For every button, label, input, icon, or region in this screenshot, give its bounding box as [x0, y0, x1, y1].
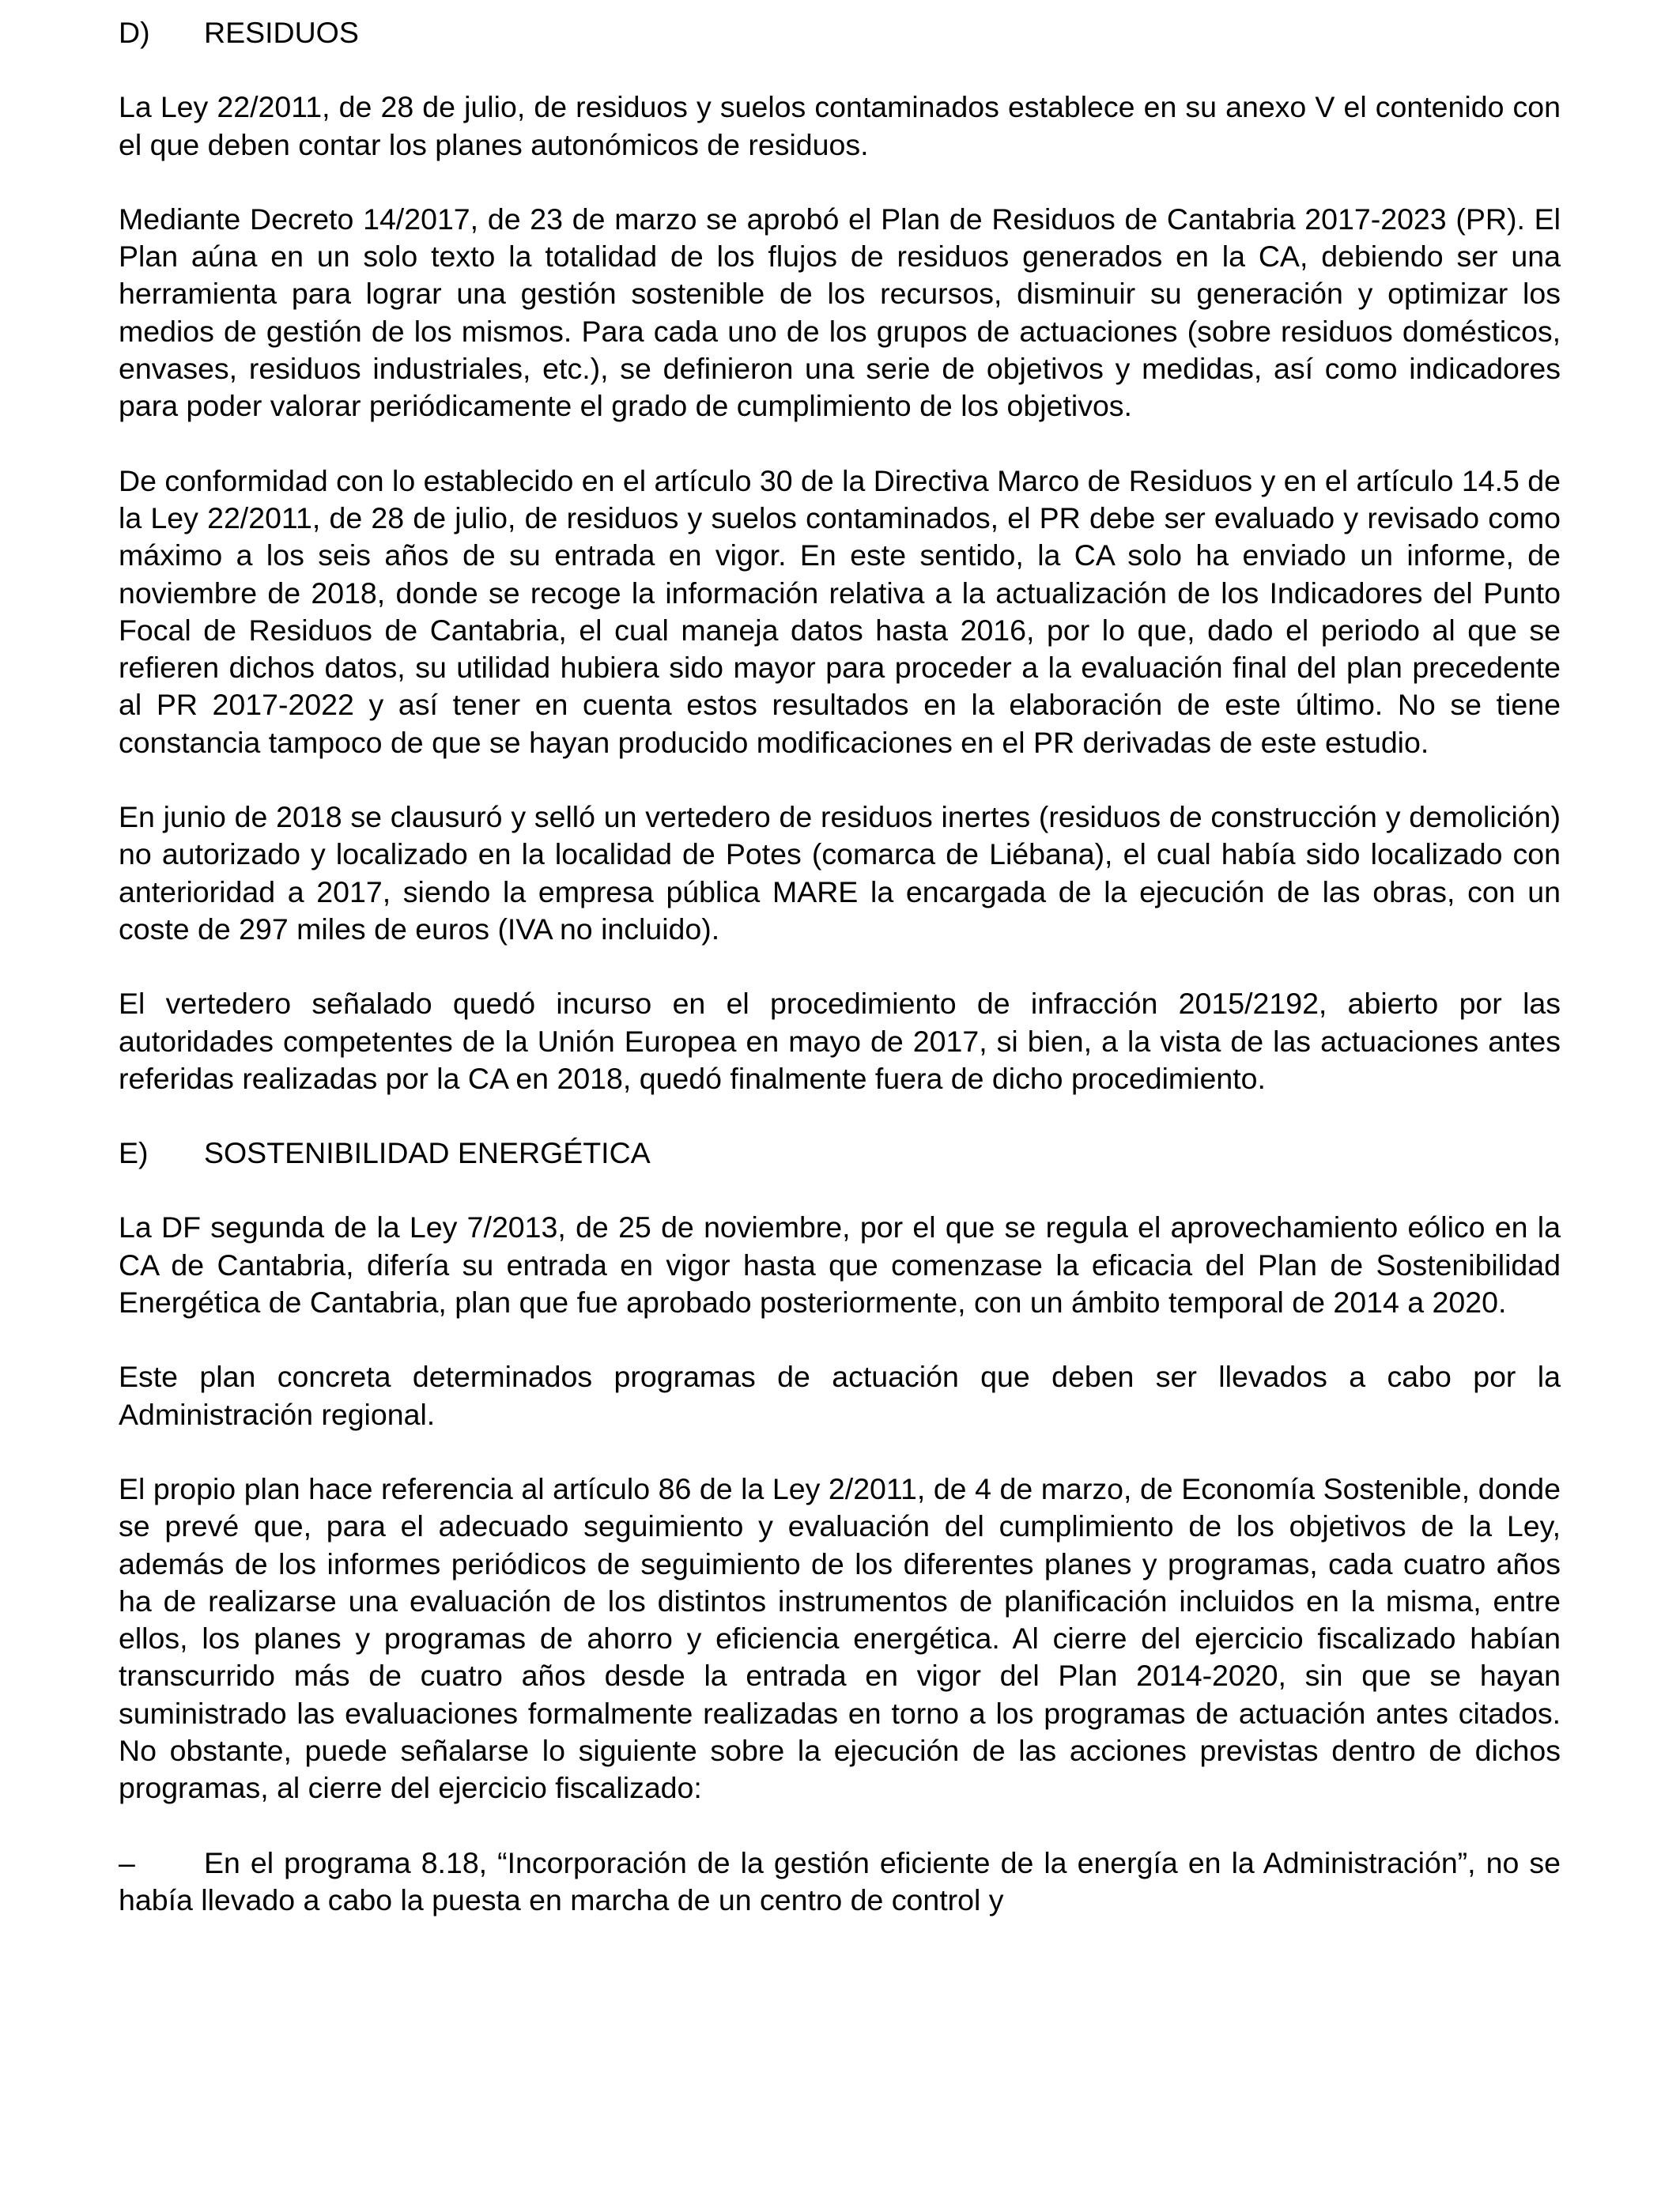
section-heading-e	[119, 1135, 1561, 1172]
document-page	[119, 14, 1561, 1919]
bullet-dash: –	[119, 1845, 135, 1879]
paragraph: Mediante Decreto 14/2017, de 23 de marzo se aprobó el Plan de Residuos de Cantabria 2017-2023 (PR). El Plan aúna en un solo texto la totalidad de los flujos de residuos generados en la CA, debiendo ser una herramienta para lograr una gestión sostenible de los recursos, disminuir su generación y optimizar los medios de gestión de los mismos. Para cada uno de los grupos de actuaciones (sobre residuos domésticos, envases, residuos industriales, etc.), se definieron una serie de objetivos y medidas, así como indicadores para poder valorar periódicamente el grado de cumplimiento de los objetivos.	[119, 202, 1561, 423]
section-title: SOSTENIBILIDAD ENERGÉTICA	[204, 1136, 651, 1170]
paragraph: La Ley 22/2011, de 28 de julio, de residuos y suelos contaminados establece en su anexo V el contenido con el que deben contar los planes autonómicos de residuos.	[119, 90, 1561, 161]
section-heading-d	[119, 14, 1561, 51]
section-title: RESIDUOS	[204, 16, 359, 49]
paragraph: De conformidad con lo establecido en el artículo 30 de la Directiva Marco de Residuos y en el artículo 14.5 de la Ley 22/2011, de 28 de julio, de residuos y suelos contaminados, el PR debe ser evaluado y revisado como máximo a los seis años de su entrada en vigor. En este sentido, la CA solo ha enviado un informe, de noviembre de 2018, donde se recoge la información relativa a la actualización de los Indicadores del Punto Focal de Residuos de Cantabria, el cual maneja datos hasta 2016, por lo que, dado el periodo al que se refieren dichos datos, su utilidad hubiera sido mayor para proceder a la evaluación final del plan precedente al PR 2017-2022 y así tener en cuenta estos resultados en la elaboración de este último. No se tiene constancia tampoco de que se hayan producido modificaciones en el PR derivadas de este estudio.	[119, 463, 1561, 759]
bullet-item	[119, 1845, 1561, 1920]
section-number: E)	[119, 1136, 149, 1170]
bullet-text: En el programa 8.18, “Incorporación de la gestión eficiente de la energía en la Administración”, no se había llevado a cabo la puesta en marcha de un centro de control y	[119, 1845, 1561, 1916]
paragraph: El propio plan hace referencia al artículo 86 de la Ley 2/2011, de 4 de marzo, de Economía Sostenible, donde se prevé que, para el adecuado seguimiento y evaluación del cumplimiento de los objetivos de la Ley, además de los informes periódicos de seguimiento de los diferentes planes y programas, cada cuatro años ha de realizarse una evaluación de los distintos instrumentos de planificación incluidos en la misma, entre ellos, los planes y programas de ahorro y eficiencia energética. Al cierre del ejercicio fiscalizado habían transcurrido más de cuatro años desde la entrada en vigor del Plan 2014-2020, sin que se hayan suministrado las evaluaciones formalmente realizadas en torno a los programas de actuación antes citados. No obstante, puede señalarse lo siguiente sobre la ejecución de las acciones previstas dentro de dichos programas, al cierre del ejercicio fiscalizado:	[119, 1471, 1561, 1805]
paragraph: Este plan concreta determinados programas de actuación que deben ser llevados a cabo por la Administración regional.	[119, 1360, 1561, 1431]
section-number: D)	[119, 16, 150, 49]
paragraph: La DF segunda de la Ley 7/2013, de 25 de noviembre, por el que se regula el aprovechamiento eólico en la CA de Cantabria, difería su entrada en vigor hasta que comenzase la eficacia del Plan de Sostenibilidad Energética de Cantabria, plan que fue aprobado posteriormente, con un ámbito temporal de 2014 a 2020.	[119, 1210, 1561, 1320]
paragraph: El vertedero señalado quedó incurso en el procedimiento de infracción 2015/2192, abierto por las autoridades competentes de la Unión Europea en mayo de 2017, si bien, a la vista de las actuaciones antes referidas realizadas por la CA en 2018, quedó finalmente fuera de dicho procedimiento.	[119, 987, 1561, 1095]
paragraph: En junio de 2018 se clausuró y selló un vertedero de residuos inertes (residuos de construcción y demolición) no autorizado y localizado en la localidad de Potes (comarca de Liébana), el cual había sido localizado con anterioridad a 2017, siendo la empresa pública MARE la encargada de la ejecución de las obras, con un coste de 297 miles de euros (IVA no incluido).	[119, 800, 1561, 946]
